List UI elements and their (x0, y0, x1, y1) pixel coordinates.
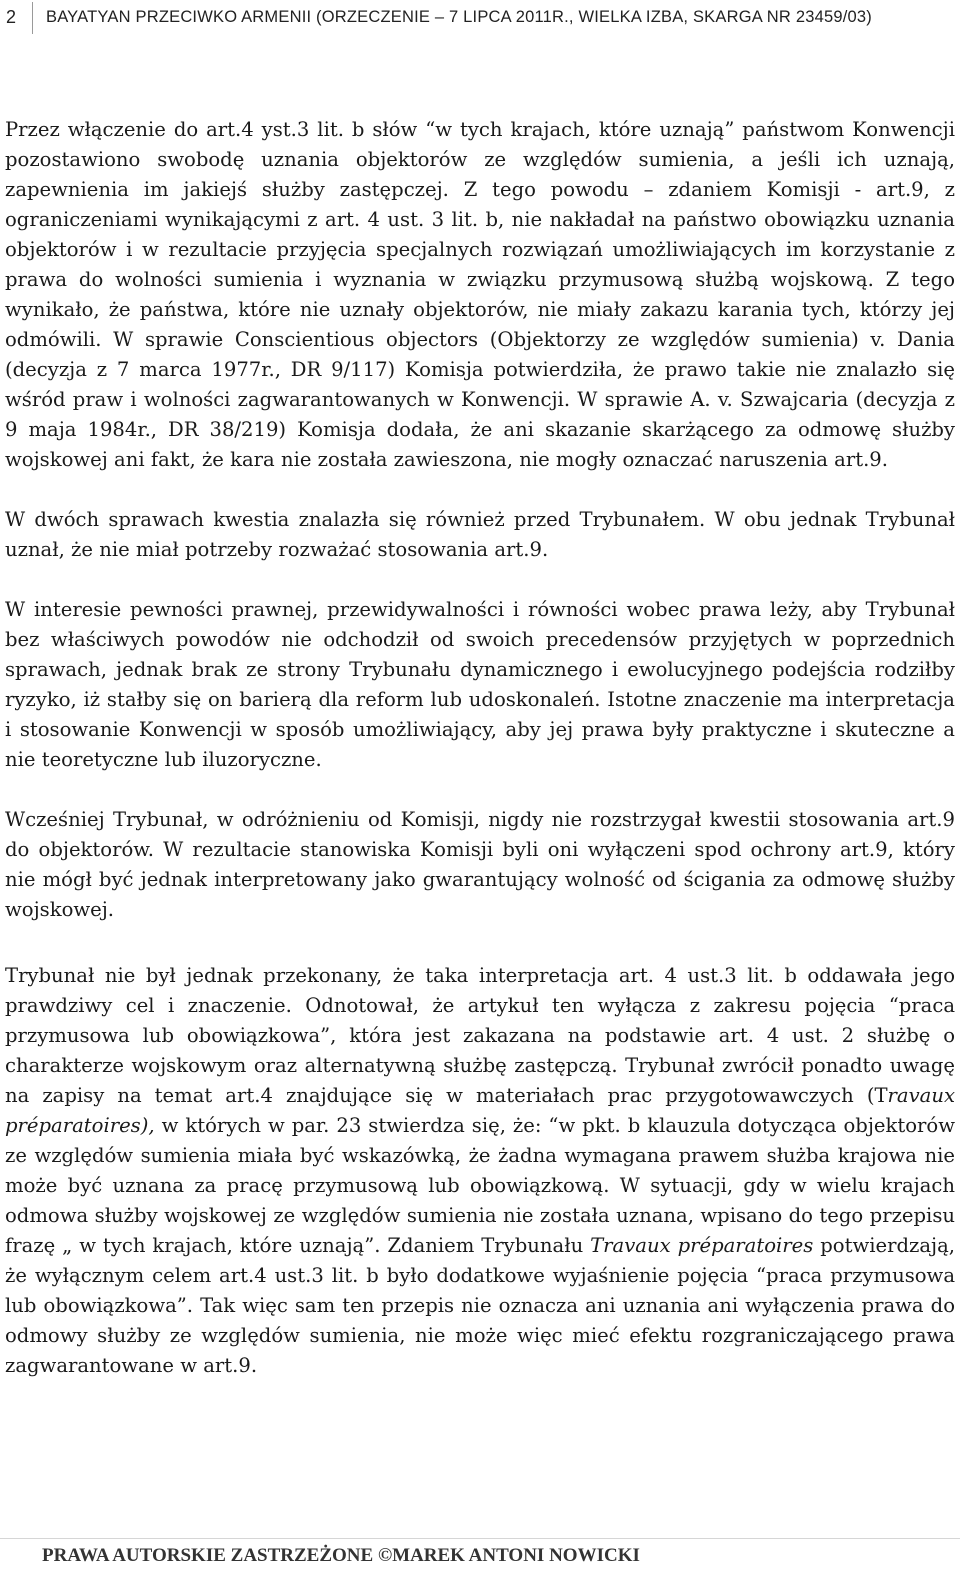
paragraph-4: Wcześniej Trybunał, w odróżnieniu od Komisji, nigdy nie rozstrzygał kwestii stosowania art.9 do objektorów. W rezultacie stanowiska Komisji byli oni wyłączeni spod ochrony art.9, który nie mógł być jednak interpretowany jako gwarantujący wolność od ścigania za odmowę służby wojskowej. (5, 808, 955, 921)
header-divider (32, 2, 33, 34)
travaux-preparatoires-italic-1: ravaux préparatoires), (5, 1084, 955, 1137)
paragraph-3: W interesie pewności prawnej, przewidywalności i równości wobec prawa leży, aby Trybunał bez właściwych powodów nie odchodził od swoich precedensów przyjętych w poprzednich sprawach, jednak brak ze strony Trybunału dynamicznego i ewolucyjnego podejścia rodziłby ryzyko, iż stałby się on barierą dla reform lub udoskonaleń. Istotne znaczenie ma interpretacja i stosowanie Konwencji w sposób umożliwiający, aby jej prawa były praktyczne i skuteczne a nie teoretyczne lub iluzoryczne. (5, 598, 955, 771)
paragraph-5-part-a: Trybunał nie był jednak przekonany, że taka interpretacja art. 4 ust.3 lit. b oddawała jego prawdziwy cel i znaczenie. Odnotował, że artykuł ten wyłącza z zakresu pojęcia “praca przymusowa lub obowiązkowa”, która jest zakazana na podstawie art. 4 ust. 2 służbę o charakterze wojskowym oraz alternatywną służbę zastępczą. Trybunał zwrócił ponadto uwagę na zapisy na temat art.4 znajdujące się w materiałach prac przygotowawczych (T (5, 964, 955, 1107)
paragraph-5 (5, 961, 955, 1381)
paragraph-5-part-c: w których w par. 23 stwierdza się, że: “w pkt. b klauzula dotycząca objektorów ze względów sumienia miała być wskazówką, że żadna wymagana prawem służba krajowa nie może być uznana za pracę przymusową lub obowiązkową. W sytuacji, gdy w wielu krajach odmowa służby wojskowej ze względów sumienia nie została uznana, wpisano do tego przepisu frazę „ w tych krajach, które uznają”. Zdaniem Trybunału (5, 1114, 955, 1257)
page-header (0, 0, 960, 44)
footer-divider (0, 1538, 960, 1539)
running-title: BAYATYAN PRZECIWKO ARMENII (ORZECZENIE – 7 LIPCA 2011R., WIELKA IZBA, SKARGA NR 23459/03) (46, 8, 872, 26)
copyright-notice: PRAWA AUTORSKIE ZASTRZEŻONE ©MAREK ANTONI NOWICKI (42, 1545, 640, 1566)
page-number: 2 (6, 7, 17, 27)
paragraph-5-part-e: potwierdzają, że wyłącznym celem art.4 ust.3 lit. b było dodatkowe wyjaśnienie pojęcia “praca przymusowa lub obowiązkowa”. Tak więc sam ten przepis nie oznacza ani uznania ani wyłączenia prawa do odmowy służby ze względów sumienia, nie może więc mieć efektu rozgraniczającego prawa zagwarantowane w art.9. (5, 1234, 955, 1377)
document-body (5, 115, 955, 1381)
paragraph-1: Przez włączenie do art.4 yst.3 lit. b słów “w tych krajach, które uznają” państwom Konwencji pozostawiono swobodę uznania objektorów ze względów sumienia, a jeśli ich uznają, zapewnienia im jakiejś służby zastępczej. Z tego powodu – zdaniem Komisji - art.9, z ograniczeniami wynikającymi z art. 4 ust. 3 lit. b, nie nakładał na państwo obowiązku uznania objektorów i w rezultacie przyjęcia specjalnych rozwiązań umożliwiających im korzystanie z prawa do wolności sumienia i wyznania w związku przymusową służbą wojskową. Z tego wynikało, że państwa, które nie uznały objektorów, nie miały zakazu karania tych, którzy jej odmówili. W sprawie Conscientious objectors (Objektorzy ze względów sumienia) v. Dania (decyzja z 7 marca 1977r., DR 9/117) Komisja potwierdziła, że prawo takie nie znalazło się wśród praw i wolności zagwarantowanych w Konwencji. W sprawie A. v. Szwajcaria (decyzja z 9 maja 1984r., DR 38/219) Komisja dodała, że ani skazanie skarżącego za odmowę służby wojskowej ani fakt, że kara nie została zawieszona, nie mogły oznaczać naruszenia art.9. (5, 118, 955, 471)
travaux-preparatoires-italic-2: Travaux préparatoires (590, 1234, 814, 1257)
page-footer (0, 1538, 960, 1569)
paragraph-2: W dwóch sprawach kwestia znalazła się również przed Trybunałem. W obu jednak Trybunał uznał, że nie miał potrzeby rozważać stosowania art.9. (5, 508, 955, 561)
